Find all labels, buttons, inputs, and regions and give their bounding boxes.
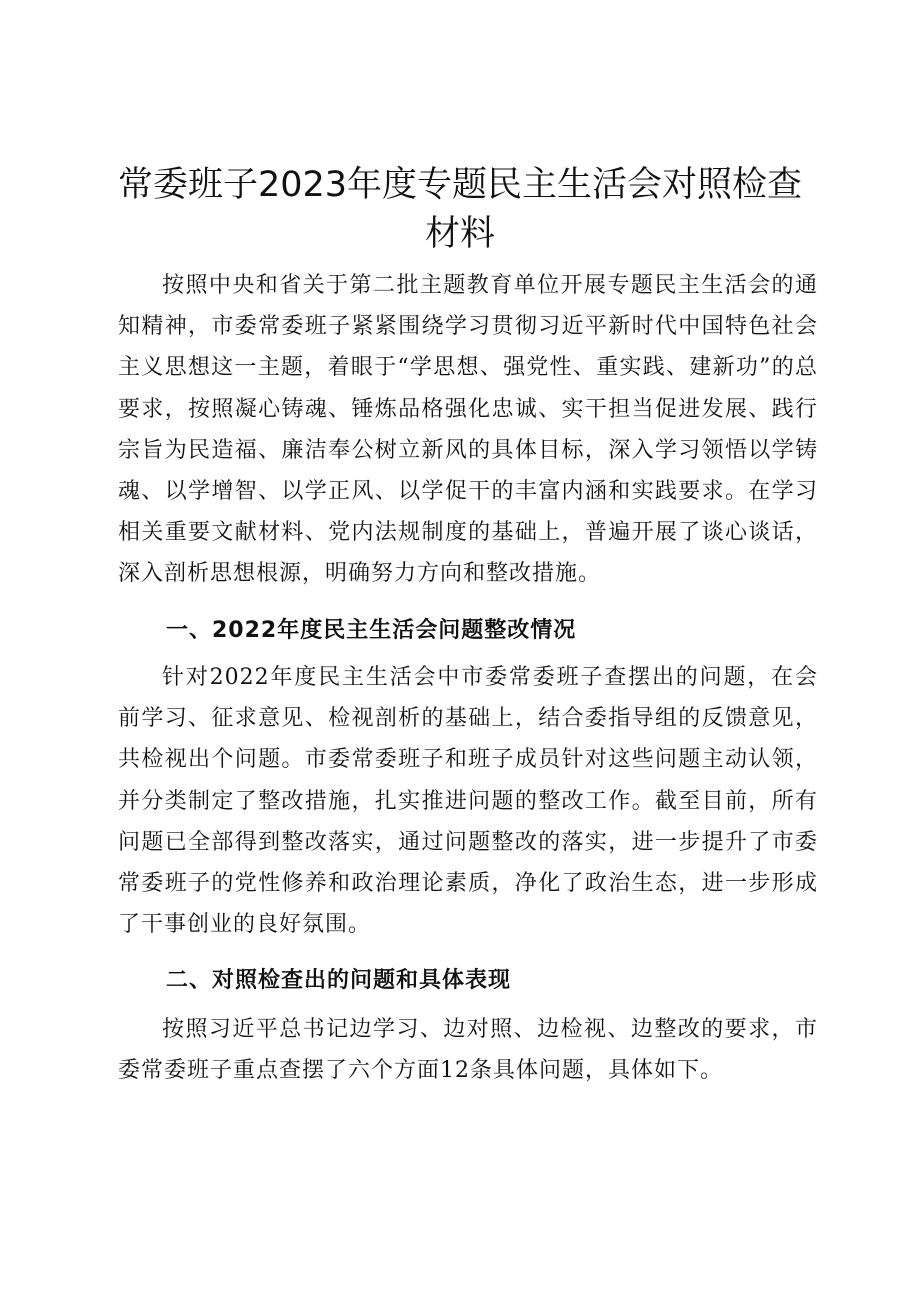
section-1-heading: 一、2022年度民主生活会问题整改情况 <box>166 618 577 643</box>
section-2-heading: 二、对照检查出的问题和具体表现 <box>166 968 512 993</box>
document-title-line-1: 常委班子2023年度专题民主生活会对照检查 <box>117 165 803 205</box>
section-1-paragraph: 针对2022年度民主生活会中市委常委班子查摆出的问题，在会前学习、征求意见、检视剖析的基础上，结合委指导组的反馈意见，共检视出个问题。市委常委班子和班子成员针对这些问题主动认领，并分类制定了整改措施，扎实推进问题的整改工作。截至目前，所有问题已全部得到整改落实，通过问题整改的落实，进一步提升了市委常委班子的党性修养和政治理论素质，净化了政治生态，进一步形成了干事创业的良好氛围。 <box>118 665 818 938</box>
document-title-line-2: 材料 <box>424 214 495 254</box>
section-2-paragraph: 按照习近平总书记边学习、边对照、边检视、边整改的要求，市委常委班子重点查摆了六个方面12条具体问题，具体如下。 <box>118 1017 818 1084</box>
intro-paragraph: 按照中央和省关于第二批主题教育单位开展专题民主生活会的通知精神，市委常委班子紧紧围绕学习贯彻习近平新时代中国特色社会主义思想这一主题，着眼于“学思想、强党性、重实践、建新功”的总要求，按照凝心铸魂、锤炼品格强化忠诚、实干担当促进发展、践行宗旨为民造福、廉洁奉公树立新风的具体目标，深入学习领悟以学铸魂、以学增智、以学正风、以学促干的丰富内涵和实践要求。在学习相关重要文献材料、党内法规制度的基础上，普遍开展了谈心谈话，深入剖析思想根源，明确努力方向和整改措施。 <box>118 273 818 587</box>
